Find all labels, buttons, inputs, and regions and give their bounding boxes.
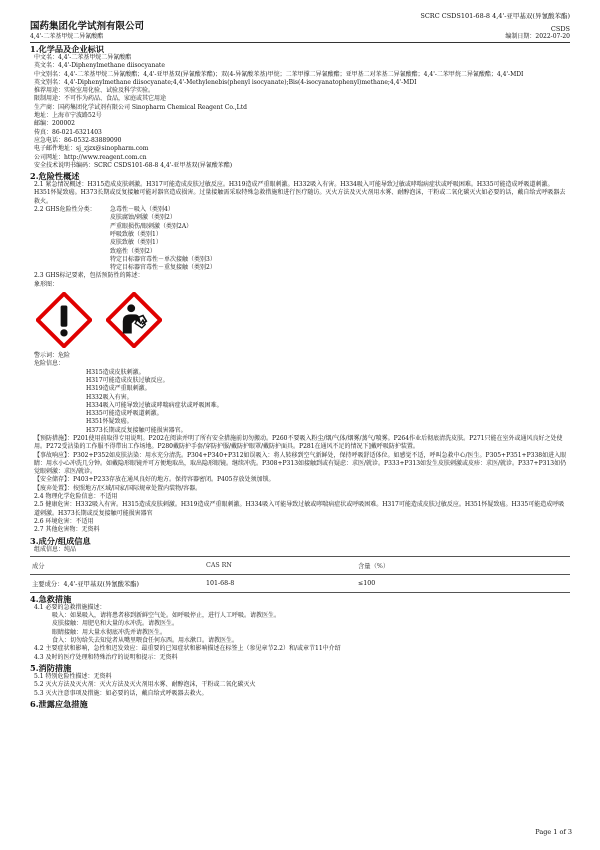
hazard-statements-list <box>34 369 570 435</box>
first-aid-list <box>34 612 570 645</box>
document-type: CSDS <box>550 25 570 33</box>
section-5-line: 5.2 灭火方法及灭火剂：灭火方法及灭火剂用水雾、耐醇泡沫，干粉或二氧化碳灭火 <box>34 681 256 689</box>
hazard-statement: H332吸入有害。 <box>86 393 133 401</box>
ghs-classification <box>34 206 570 272</box>
table-header-cell: CAS RN <box>204 556 356 574</box>
ghs-classification-list <box>110 206 216 272</box>
emergency-overview: 2.1 紧急情况概述：H315造成皮肤刺激。H317可能造成皮肤过敏反应。H319造成严重眼刺激。H332吸入有害。H334吸入可能导致过敏或哮喘病症状或呼吸困难。H335可能造成呼吸道刺激。H351怀疑致癌。H373长期或反复接触可能对器官造成损害。过量接触需采取特殊急救措施和进行医疗随访。灭火方法及灭火剂用水雾、耐醇泡沫，干粉或二氧化碳灭火如必要的话，戴自给式呼吸器去救火。 <box>34 181 566 205</box>
section-2-line: 2.5 健康危害：H332吸入有害。H315造成皮肤刺激。H319造成严重眼刺激。H334吸入可能导致过敏或哮喘病症状或呼吸困难。H317可能造成皮肤过敏反应。H351怀疑致癌。H335可能造成呼吸道刺激。H373长期或反复接触可能损害器官 <box>34 501 565 517</box>
pictogram-label: 象形图： <box>34 280 59 288</box>
table-header-cell: 成分 <box>30 556 204 574</box>
section-1-line: 电子邮件地址：sj_zjzx@sinopharm.com <box>34 145 149 153</box>
header-company-row <box>30 21 570 33</box>
section-1-body <box>30 54 570 170</box>
exclamation-mark-icon <box>36 292 92 348</box>
ghs-class-item: 急毒性－吸入（类别4） <box>110 206 174 214</box>
table-header-row <box>30 556 570 574</box>
section-1-line: 英文名：4,4'-Diphenylmethane diisocyanate <box>34 62 165 70</box>
pictogram-row <box>34 292 570 350</box>
section-1-line: 传真：86-021-6321403 <box>34 128 102 136</box>
section-2-body <box>30 181 570 534</box>
section-1-line: 中文别名：4,4'-二苯基甲烷二异氰酸酯；4,4'-亚甲基双(异氰酸苯酯)；双(4-异氰酸苯基)甲烷；二苯甲撑二异氰酸酯；亚甲基二对苯基二异氰酸酯；4,4'-二苯甲烷二异氰酸酯；4,4'-MDI <box>34 70 524 78</box>
header-document-code: SCRC CSDS101-68-8 4,4'-亚甲基双(异氰酸苯酯) <box>420 12 570 20</box>
section-4-line: 4.3 及时的医疗处理和特殊治疗的说明和提示：无资料 <box>34 653 178 661</box>
composition-info: 组成信息：纯品 <box>34 545 77 553</box>
section-5-body <box>30 673 570 698</box>
section-1-line: 英文别名：4,4'-Diphenylmethane diisocyanate;4,4'-Methylenebis(phenyl isocyanate);Bis(4-isocyanatophenyl)methane;4,4'-MDI <box>34 78 417 86</box>
ghs-class-item: 呼吸致敏（类别1） <box>110 230 162 238</box>
table-cell: ≤100 <box>356 574 570 592</box>
section-1-line: 推荐用途：实验室用化验、试验及科学实验。 <box>34 87 155 95</box>
ghs-class-item: 皮肤致敏（类别1） <box>110 239 162 247</box>
label-elements-heading: 2.3 GHS标记要素，包括预防性的陈述： <box>34 272 144 280</box>
section-1-line: 安全技术说明书编码：SCRC CSDS101-68-8 4,4'-亚甲基双(异氰酸苯酯) <box>34 161 233 169</box>
composition-table <box>30 556 570 593</box>
precaution-storage: 【安全储存】：P403+P233存放在通风良好的地方。保持容器密闭。P405存放处须加锁。 <box>34 476 275 484</box>
hazard-statement: H334吸入可能导致过敏或哮喘病症状或呼吸困难。 <box>86 401 223 409</box>
ghs-class-item: 特定目标器官毒性－重复接触（类别2） <box>110 264 216 272</box>
section-1-line: 应急电话：86-0532-83889090 <box>34 136 122 144</box>
page-number: Page 1 of 3 <box>535 828 572 836</box>
header-top-line <box>30 12 570 21</box>
table-row <box>30 574 570 592</box>
section-1-line: 生产商：国药集团化学试剂有限公司 Sinopharm Chemical Reagent Co.,Ltd <box>34 103 247 111</box>
section-1-line: 邮编：200002 <box>34 120 75 128</box>
sds-page <box>30 12 570 709</box>
section-2-title: 2.危险性概述 <box>30 171 80 182</box>
section-1-line: 限制用途：不可作为药品、食品，家庭或其它用途 <box>34 95 167 103</box>
product-subtitle: 4,4'-二苯基甲烷二异氰酸酯 <box>30 33 104 40</box>
signal-word: 警示词：危险 <box>34 352 71 360</box>
section-5-title: 5.消防措施 <box>30 662 72 673</box>
table-cell: 101-68-8 <box>204 574 356 592</box>
health-hazard-icon <box>106 292 162 348</box>
header-subline <box>30 33 570 43</box>
hazard-statement: H317可能造成皮肤过敏反应。 <box>86 376 169 384</box>
ghs-class-item: 致癌性（类别2） <box>110 247 156 255</box>
section-3-title: 3.成分/组成信息 <box>30 535 91 546</box>
hazard-statement: H315造成皮肤刺激。 <box>86 368 145 376</box>
first-aid-item: 吸入：如果吸入，请将患者移到新鲜空气处。如呼吸停止，进行人工呼吸。请教医生。 <box>52 612 281 620</box>
section-4-body <box>30 604 570 662</box>
ghs-classification-label: 2.2 GHS危险性分类： <box>34 206 96 214</box>
section-6-title: 6.泄露应急措施 <box>30 698 88 709</box>
hazard-statement: H373长期或反复接触可能损害器官。 <box>86 426 187 434</box>
revision-date: 编制日期：2022-07-20 <box>505 33 570 40</box>
first-aid-item: 食入：切勿给失去知觉者从嘴里喂食任何东西。用水漱口。请教医生。 <box>52 637 239 645</box>
section-5-line: 5.3 灭火注意事项及措施：如必要的话，戴自给式呼吸器去救火。 <box>34 689 208 697</box>
hazard-statements-label: 危险信息： <box>34 360 65 368</box>
first-aid-item: 眼睛接触：用大量水彻底冲洗并请教医生。 <box>52 628 167 636</box>
table-cell: 主要成分：4,4'-亚甲基双(异氰酸苯酯) <box>30 574 204 592</box>
company-name: 国药集团化学试剂有限公司 <box>30 21 145 32</box>
section-4-line: 4.2 主要症状和影响，急性和迟发效应：最重要的已知症状和影响描述在标签上（参见章节2.2）和/或章节11中介绍 <box>34 645 341 653</box>
section-1-title: 1.化学品及企业标识 <box>30 44 105 54</box>
ghs-class-item: 皮肤腐蚀/刺激（类别2） <box>110 214 176 222</box>
hazard-statement: H319造成严重眼刺激。 <box>86 385 151 393</box>
section-2-line: 2.6 环境危害：不适用 <box>34 517 94 525</box>
ghs-class-item: 特定目标器官毒性－单次接触（类别3） <box>110 255 216 263</box>
section-5-line: 5.1 特别危险性描述：无资料 <box>34 672 112 680</box>
section-1-line: 地址：上海市宁波路52号 <box>34 112 102 120</box>
section-1-line: 中文名：4,4'-二苯基甲烷二异氰酸酯 <box>34 54 132 61</box>
section-2-line: 2.7 其他危害物：无资料 <box>34 526 100 534</box>
section-2-line: 2.4 物理化学危险信息：不适用 <box>34 493 118 501</box>
section-4-title: 4.急救措施 <box>30 593 72 604</box>
hazard-statement: H351怀疑致癌。 <box>86 418 133 426</box>
precaution-prevention: 【预防措施】：P201使用前取得专用说明。P202在阅读并明了所有安全措施前切勿搬动。P260不要吸入粉尘/烟/气体/烟雾/蒸气/喷雾。P264作业后彻底清洗皮肤。P271只能在室外或通风良好之处使用。P272受沾染的工作服不得带出工作场地。P280戴防护手套/穿防护服/戴防护眼罩/戴防护面具。P281在通风不足的情况下]戴呼吸防护装置。 <box>34 434 563 451</box>
precaution-disposal: 【废弃处置】：按照地方/区域/国家/国际规章处置内装物/容器。 <box>34 484 202 492</box>
first-aid-item: 皮肤接触：用肥皂和大量的水冲洗。请教医生。 <box>52 620 179 628</box>
ghs-class-item: 严重眼损伤/眼刺激（类别2A） <box>110 222 193 230</box>
precaution-response: 【事故响应】：P302+P352如皮肤沾染：用水充分清洗。P304+P340+P312如误吸入：将人转移到空气新鲜处，保持呼吸舒适体位。如感觉不适，呼叫急救中心/医生。P305+P351+P338如进入眼睛：用水小心冲洗几分钟。如戴隐形眼镜并可方便地取出，取出隐形眼镜。继续冲洗。P308+P313如接触到或有疑虑：求医/就诊。P333+P313如发生皮肤刺激或皮疹：求医/就诊。P337+P313如仍觉眼刺激：求医/就诊。 <box>34 451 567 476</box>
section-1-line: 公司网址：http://www.reagent.com.cn <box>34 153 147 161</box>
hazard-statement: H335可能造成呼吸道刺激。 <box>86 410 163 418</box>
table-header-cell: 含量（%） <box>356 556 570 574</box>
first-aid-intro: 4.1 必要的急救措施描述： <box>34 603 106 611</box>
